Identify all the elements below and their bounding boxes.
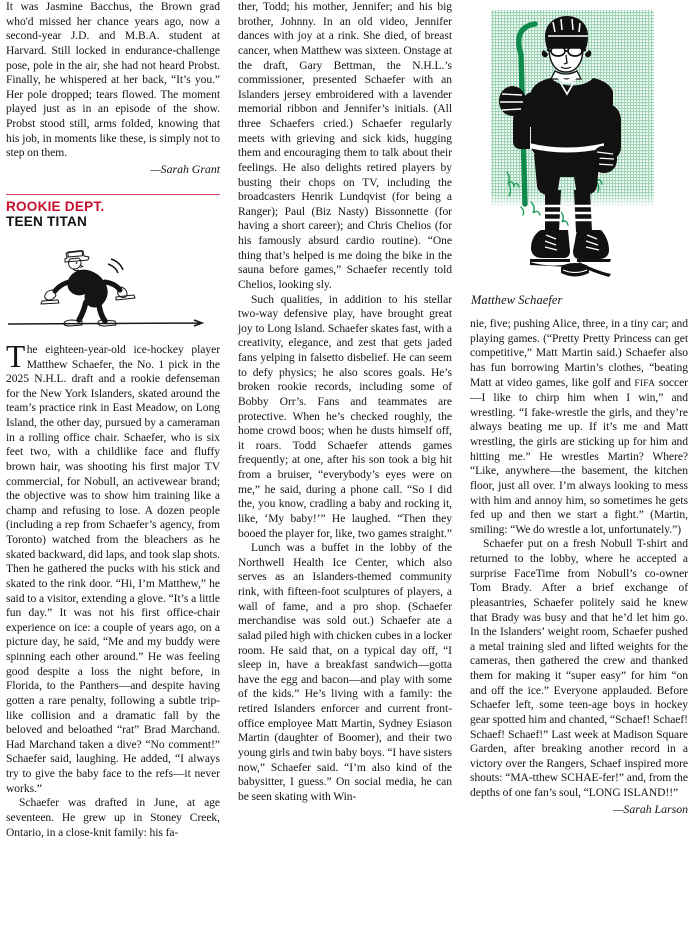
lead-paragraph [6,338,220,796]
column-three [470,0,688,942]
illustration-caption: Matthew Schaefer [471,293,563,307]
drop-cap: T [6,338,26,374]
lead-paragraph-text: he eighteen-year-old ice-hockey player Matthew Schaefer, the No. 1 pick in the 2025 N.H.L. draft and a rookie defenseman for the New York Islanders, skated around the team’s practice rink in East Meadow, on Long Island, the other day, pursued by a cameraman in a rolling office chair. Schaefer, who is six feet two, with a childlike face and fluffy brown hair, was shooting his first major TV commercial, for Nobull, an activewear brand; the objective was to show him training like a champ and refusing to lose. A dozen people (including a rep from Schaefer’s agency, from Toronto) watched from the bleachers as he skated backward, did laps, and took slap shots. Then he gathered the pucks with his stick and skated to the rink door. “Hi, I’m Matthew,” he said to a visitor, extending a glove. “It’s a little fun day.” It was not his first office-chair experience on ice: a couple of years ago, on a picture day, he said, “Me and my buddy were spinning each other around.” He was feeling good despite a loss the night before, in Florida, to the Panthers—and despite having gotten a rare penalty, following a subtle trip-like collision and a dramatic fall by the beloved and beloathed “rat” Brad Marchand. Had Marchand taken a dive? “No comment!” Schaefer said, laughing. He added, “I always try to give the baby face to the refs—it never works.” [6,343,220,795]
man-ice-skating-cartoon [6,235,220,340]
red-divider-rule [6,194,220,196]
column3-text-a: nie, five; pushing Alice, three, in a tiny car; and playing games. (“Pretty Pretty Princess can get competitive,” Matt Martin said.) Schaefer also has fun borrowing Martin’s clothes, “beating Matt at video games, like golf and [470,318,688,389]
department-header-block [6,194,220,230]
column1-paragraph-2: Schaefer was drafted in June, at age seventeen. He grew up in Stoney Creek, Ontario, in a close-knit family: his fa- [6,797,220,839]
fifa-smallcaps: FIFA [634,377,656,389]
column2-paragraph-3: Such qualities, in addition to his stellar two-way defensive play, have brought great joy to Long Island. Schaefer skates fast, with a creativity, elegance, and zest that gets jaded fans yelping in falsetto disbelief. He can seem to defy physics; he also scores goals. He’s broken rookie records, including some of Bobby Orr’s. Fans and teammates are protective. When he’s checked roughly, the home crowd boos; when he dusts himself off, it roars. Todd Schaefer attends games frequently; at one, after his son took a big hit from a bruiser, “everybody’s eyes were on me,” he said, during a phone call. “So I did the, you know, cradling a baby and rocking it, like, ‘My baby!’” He laughed. “Then they booed the player for, like, two games straight.” [238,293,452,540]
story-byline: —Sarah Larson [612,801,688,816]
column2-paragraph-continued: ther, Todd; his mother, Jennifer; and his big brother, Johnny. In an old video, Jennifer dances with joy at a rink. She died, of breast cancer, when Matthew was sixteen. Onstage at the draft, Gary Bettman, the N.H.L.’s commissioner, presented Schaefer with an Islanders jersey embroidered with a lavender memorial ribbon and Jennifer’s initials. (All three Schaefers cried.) Schaefer regularly meets with grieving and sick kids, hugging them and encouraging them to talk about their feelings. He also delights retired players by busting their chops on TV, including the broadcasters Henrik Lundqvist (for being a Ranger); Paul (Biz Nasty) Bissonnette (for having a short career); and Chris Chelios (for his famously absurd cardio routine). “One thing that’s helped is me doing the bike in the sauna before games,” Schaefer recently told Chelios, looking sly. [238,1,452,291]
previous-story-closing-paragraph: It was Jasmine Bacchus, the Brown grad who'd missed her chance years ago, now a second-year J.D. and M.B.A. student at Harvard. Still locked in endurance-challenge pose, pole in the air, she had not heard Probst. Finally, he whispered at her back, “It’s you.” Her pole dropped; tears flowed. The moment played just as in an episode of the show. Probst stood still, arms folded, knowing that his job, in moments like these, is simply not to step on them. [6,1,220,160]
column3-paragraph-5: Schaefer put on a fresh Nobull T-shirt and returned to the lobby, where he accepted a surprise FaceTime from Nobull’s co-owner Tom Brady. After a brief exchange of pleasantries, Schaefer politely said he knew that Brady was busy and that he’d let him go. In the Islanders’ weight room, Schaefer pushed a metal training sled and lifted weights for the cameras, then gathered the crew and thanked them for making it “super easy” for him “on and off the ice.” Everyone applauded. Before Schaefer left, some teen-age boys in hockey gear spotted him and chanted, “Schaef! Schaef! Schaef! Schaef!” Last week at Madison Square Garden, after breaking another record in a victory over the Rangers, Schaef inspired more shouts: “MA-tthew SCHAE-fer!” and, from the depths of one fan’s soul, “LONG ISLAND!!” [470,538,688,799]
column-one [6,0,220,942]
matthew-schaefer-hockey-player-illustration [477,6,667,283]
column2-paragraph-4: Lunch was a buffet in the lobby of the Northwell Health Ice Center, which also serves as an Islanders-themed community rink, with fifteen-foot sculptures of players, a wall of fame, and a pro shop. (Schaefer merchandise was sold out.) Schaefer ate a salad piled high with chicken cubes in a locker room. He said that, on a typical day off, “I sleep in, have a breakfast sandwich—gotta have the egg and bacon—and play with some of the kids.” He’s living with a family: the retired Islanders enforcer and current front-office employee Matt Martin, Sydney Esiason Martin (daughter of Boomer), and their two young girls and twin baby boys. “I have sisters now,” Schaefer said. “I’m also kind of the babysitter, I guess.” On social media, he can be seen skating with Win- [238,542,452,803]
column3-paragraph-continued [470,317,688,537]
department-kicker: ROOKIE DEPT. [6,199,105,215]
department-title: TEEN TITAN [6,214,88,230]
column3-text-b: soccer—I like to chirp him when I win,” and wrestling. “I fake-wrestle the girls, and they’re always beating me up. If it’s me and Matt wrestling, the girls are sticking up for him and hitting me.” He wrestles Martin? Where? “Like, anywhere—the basement, the kitchen floor, just all over. I’m always looking to mess with him and annoy him, so sometimes he gets fed up and then we start a fight.” (Martin, smiling: “We do wrestle a lot, unfortunately.”) [470,376,688,536]
column-two [238,0,452,942]
previous-story-byline: —Sarah Grant [150,161,220,176]
